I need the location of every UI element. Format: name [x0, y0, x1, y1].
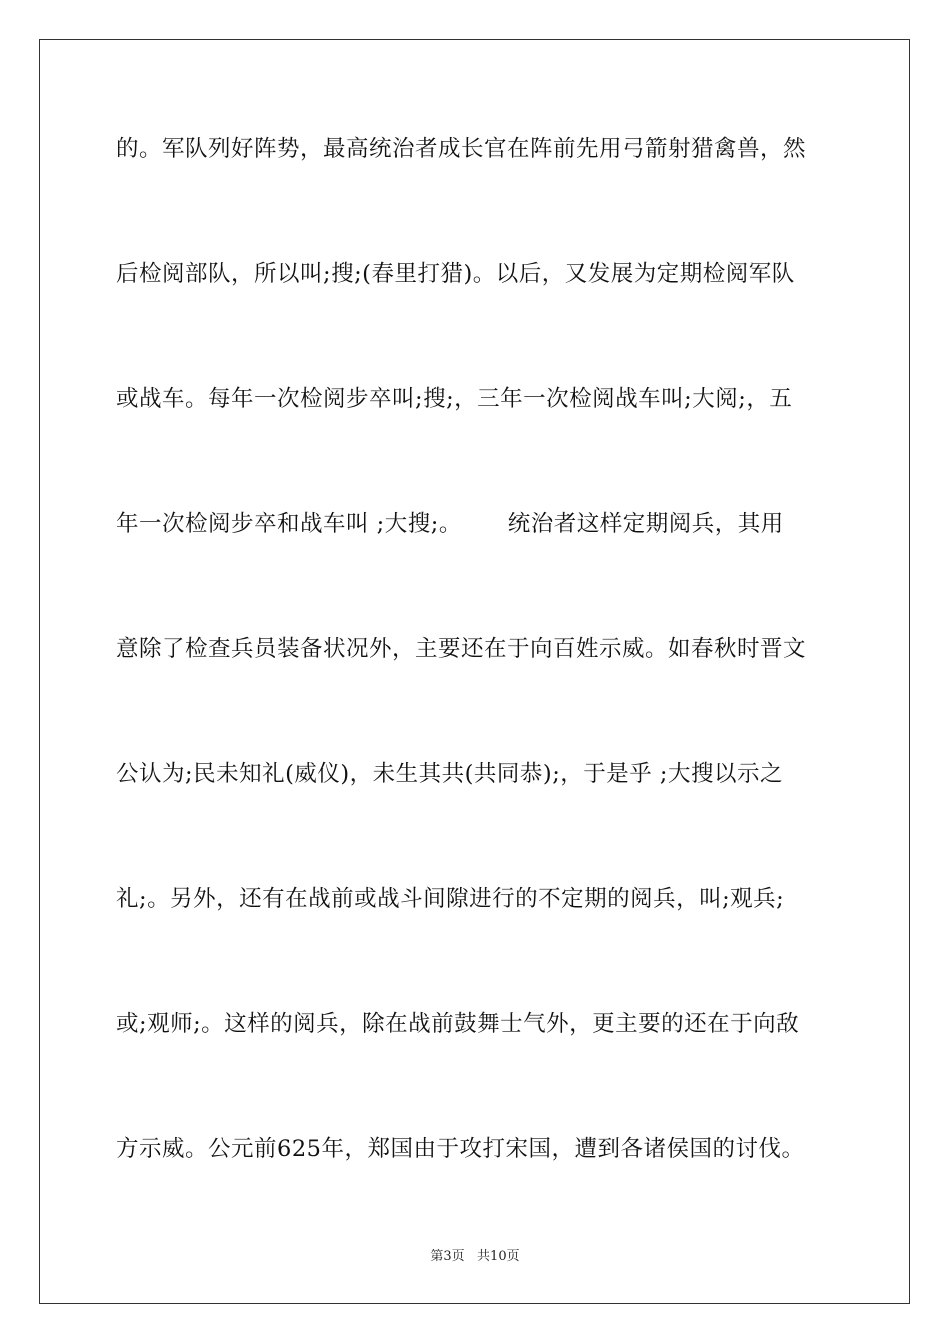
- body-text-line: 年一次检阅步卒和战车叫 ;大搜;。 统治者这样定期阅兵，其用: [116, 511, 784, 537]
- body-text-line: 后检阅部队，所以叫;搜;(春里打猎)。以后，又发展为定期检阅军队: [116, 261, 795, 287]
- body-text-line: 方示威。公元前625年，郑国由于攻打宋国，遭到各诸侯国的讨伐。: [116, 1136, 805, 1162]
- body-text-line: 公认为;民未知礼(威仪)，未生其共(共同恭);，于是乎 ;大搜以示之: [116, 761, 784, 787]
- body-text-line: 或战车。每年一次检阅步卒叫;搜;，三年一次检阅战车叫;大阅;，五: [116, 386, 793, 412]
- body-text-line: 礼;。另外，还有在战前或战斗间隙进行的不定期的阅兵，叫;观兵;: [116, 886, 785, 912]
- page-number-footer: 第3页 共10页: [430, 1249, 520, 1264]
- body-text-line: 意除了检查兵员装备状况外，主要还在于向百姓示威。如春秋时晋文: [116, 636, 807, 662]
- page-border: [39, 39, 910, 1304]
- body-text-line: 的。军队列好阵势，最高统治者成长官在阵前先用弓箭射猎禽兽，然: [116, 136, 807, 162]
- body-text-line: 或;观师;。这样的阅兵，除在战前鼓舞士气外，更主要的还在于向敌: [116, 1011, 800, 1037]
